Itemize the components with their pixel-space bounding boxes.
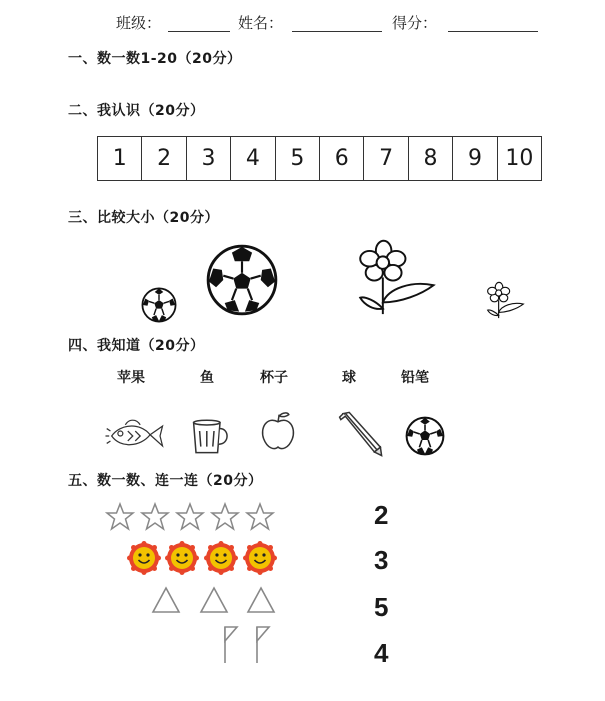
star-icon: [212, 504, 238, 529]
number-cell: 8: [409, 137, 453, 180]
star-icon: [107, 504, 133, 529]
section-1-title: 一、数一数1-20（20分）: [68, 51, 242, 67]
number-cell: 4: [231, 137, 275, 180]
name-label: 姓名：: [238, 14, 284, 32]
word-fish: 鱼: [200, 370, 214, 386]
cup-icon: [190, 417, 232, 457]
word-ball: 球: [342, 370, 356, 386]
number-cell: 10: [505, 146, 534, 171]
triangle-row: [152, 586, 278, 614]
triangle-icon: [153, 588, 179, 612]
big-flower-icon: [356, 240, 444, 318]
pencil-icon: [336, 410, 384, 458]
number-boxes: [97, 136, 542, 181]
word-pencil: 铅笔: [401, 370, 429, 386]
flag-icon: [257, 627, 269, 663]
number-cell: 6: [320, 137, 364, 180]
section-3-title: 三、比较大小（20分）: [68, 210, 219, 226]
star-icon: [247, 504, 273, 529]
small-flower-icon: [485, 282, 529, 320]
flag-icon: [225, 627, 237, 663]
fish-icon: [103, 416, 165, 456]
triangle-icon: [248, 588, 274, 612]
worksheet-header: [0, 10, 605, 36]
number-cell: 1: [98, 137, 142, 180]
sun-row: [128, 542, 278, 574]
number-cell: 2: [142, 137, 186, 180]
section-5-title: 五、数一数、连一连（20分）: [68, 473, 263, 489]
sun-icon: [243, 541, 277, 575]
section-4-title: 四、我知道（20分）: [68, 338, 205, 354]
word-cup: 杯子: [260, 370, 288, 386]
sun-icon: [204, 541, 238, 575]
flag-row: [221, 625, 277, 665]
score-label: 得分：: [392, 14, 438, 32]
word-apple: 苹果: [117, 370, 145, 386]
answer-number: 5: [374, 592, 389, 622]
answer-number: 3: [374, 545, 389, 575]
number-cell: 3: [187, 137, 231, 180]
sun-icon: [127, 541, 161, 575]
section-2-title: 二、我认识（20分）: [68, 103, 205, 119]
number-cell: 7: [364, 137, 408, 180]
triangle-icon: [201, 588, 227, 612]
sun-icon: [165, 541, 199, 575]
answer-number: 2: [374, 500, 389, 530]
number-cell: 5: [276, 137, 320, 180]
star-icon: [177, 504, 203, 529]
class-field[interactable]: [168, 31, 230, 32]
small-ball-icon: [141, 287, 177, 323]
answer-number: 4: [374, 638, 389, 668]
name-field[interactable]: [292, 31, 382, 32]
star-icon: [142, 504, 168, 529]
ball-icon: [404, 416, 446, 456]
big-ball-icon: [201, 244, 283, 316]
score-field[interactable]: [448, 31, 538, 32]
apple-icon: [260, 411, 296, 453]
star-row: [106, 503, 276, 531]
number-cell: 9: [453, 137, 497, 180]
class-label: 班级：: [116, 14, 162, 32]
